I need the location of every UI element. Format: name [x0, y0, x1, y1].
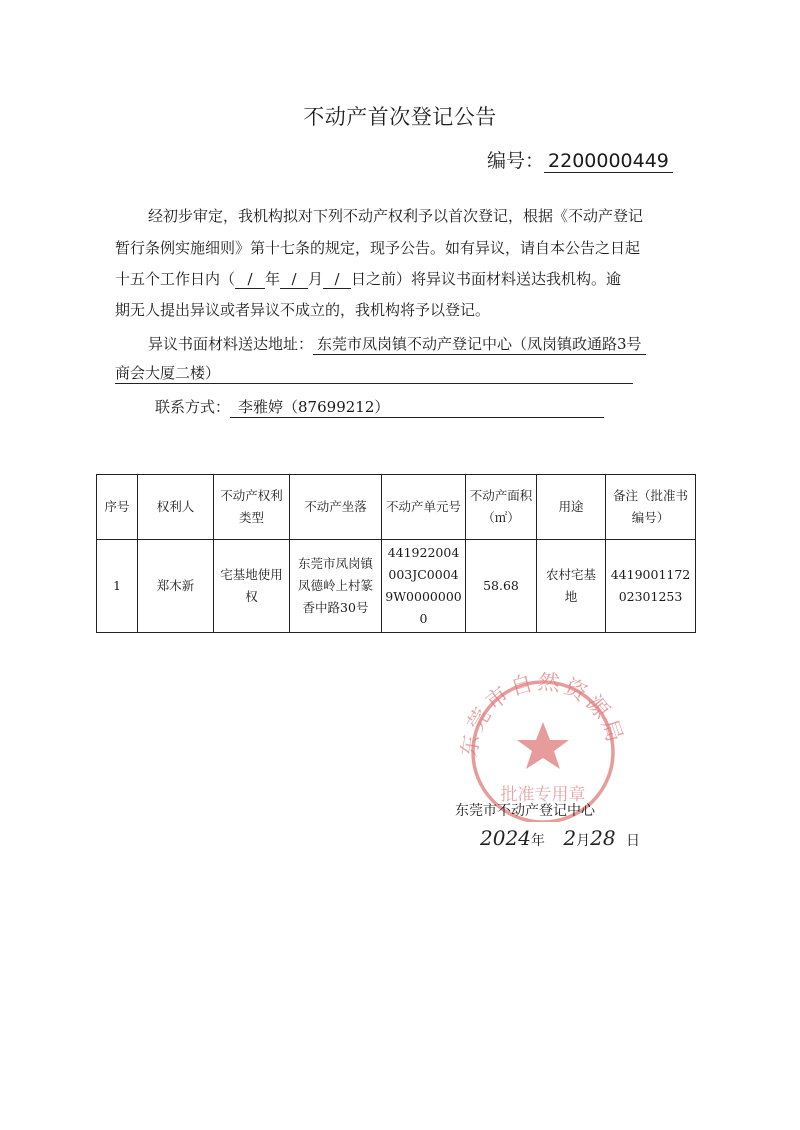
header-right-type: 不动产权利类型 — [214, 475, 290, 540]
seal-text: 莞市自然资源局 — [463, 672, 625, 749]
cell-unit-number: 441922004003JC00049W00000000 — [382, 540, 466, 633]
header-area: 不动产面积（㎡） — [466, 475, 537, 540]
cell-usage: 农村宅基地 — [537, 540, 606, 633]
notice-number-label: 编号： — [487, 150, 545, 172]
issuer-name: 东莞市不动产登记中心 — [455, 803, 595, 819]
cell-location: 东莞市凤岗镇凤德岭上村篆香中路30号 — [290, 540, 382, 633]
deadline-month: / — [280, 270, 308, 289]
cell-area: 58.68 — [466, 540, 537, 633]
table-row — [97, 540, 696, 633]
paragraph-line-1: 经初步审定，我机构拟对下列不动产权利予以首次登记，根据《不动产登记 — [148, 207, 644, 225]
cell-right-type: 宅基地使用权 — [214, 540, 290, 633]
date-year-suffix: 年 — [530, 833, 545, 849]
notice-number — [487, 146, 673, 173]
paragraph-line-2: 暂行条例实施细则》第十七条的规定，现予公告。如有异议，请自本公告之日起 — [115, 239, 641, 257]
date-month-suffix: 月 — [576, 833, 591, 849]
deadline-year-suffix: 年 — [265, 270, 281, 288]
header-index: 序号 — [97, 475, 138, 540]
cell-holder: 郑木新 — [138, 540, 214, 633]
seal-subtext: 批准专用章 — [500, 785, 586, 805]
contact-value: 李雅婷（87699212） — [230, 396, 604, 418]
paragraph-line-3 — [115, 268, 621, 289]
issue-date — [480, 826, 640, 850]
deadline-prefix: 十五个工作日内（ — [115, 270, 236, 288]
address-label: 异议书面材料送达地址： — [148, 335, 314, 353]
address-value-2: 商会大厦二楼） — [115, 362, 633, 384]
deadline-year: / — [235, 270, 265, 289]
header-usage: 用途 — [537, 475, 606, 540]
address-line — [148, 333, 646, 355]
date-year: 2024 — [480, 826, 531, 850]
date-day-suffix: 日 — [626, 833, 640, 849]
header-holder: 权利人 — [138, 475, 214, 540]
address-line-2 — [115, 362, 633, 384]
address-value-1: 东莞市凤岗镇不动产登记中心（凤岗镇政通路3号 — [313, 333, 646, 355]
deadline-month-suffix: 月 — [308, 270, 324, 288]
date-month: 2 — [563, 826, 577, 850]
deadline-suffix: 日之前）将异议书面材料送达我机构。逾 — [351, 270, 622, 288]
contact-label: 联系方式： — [155, 398, 231, 416]
header-unit-number: 不动产单元号 — [382, 475, 466, 540]
property-table — [96, 474, 696, 633]
date-day: 28 — [590, 826, 616, 850]
table-header-row — [97, 475, 696, 540]
notice-title: 不动产首次登记公告 — [303, 105, 497, 129]
paragraph-line-4: 期无人提出异议或者异议不成立的，我机构将予以登记。 — [115, 301, 491, 319]
cell-remarks: 441900117202301253 — [606, 540, 696, 633]
notice-number-value: 2200000449 — [544, 150, 673, 173]
header-remarks: 备注（批准书编号） — [606, 475, 696, 540]
header-location: 不动产坐落 — [290, 475, 382, 540]
contact-line — [155, 396, 604, 418]
cell-index: 1 — [97, 540, 138, 633]
deadline-day: / — [323, 270, 351, 289]
